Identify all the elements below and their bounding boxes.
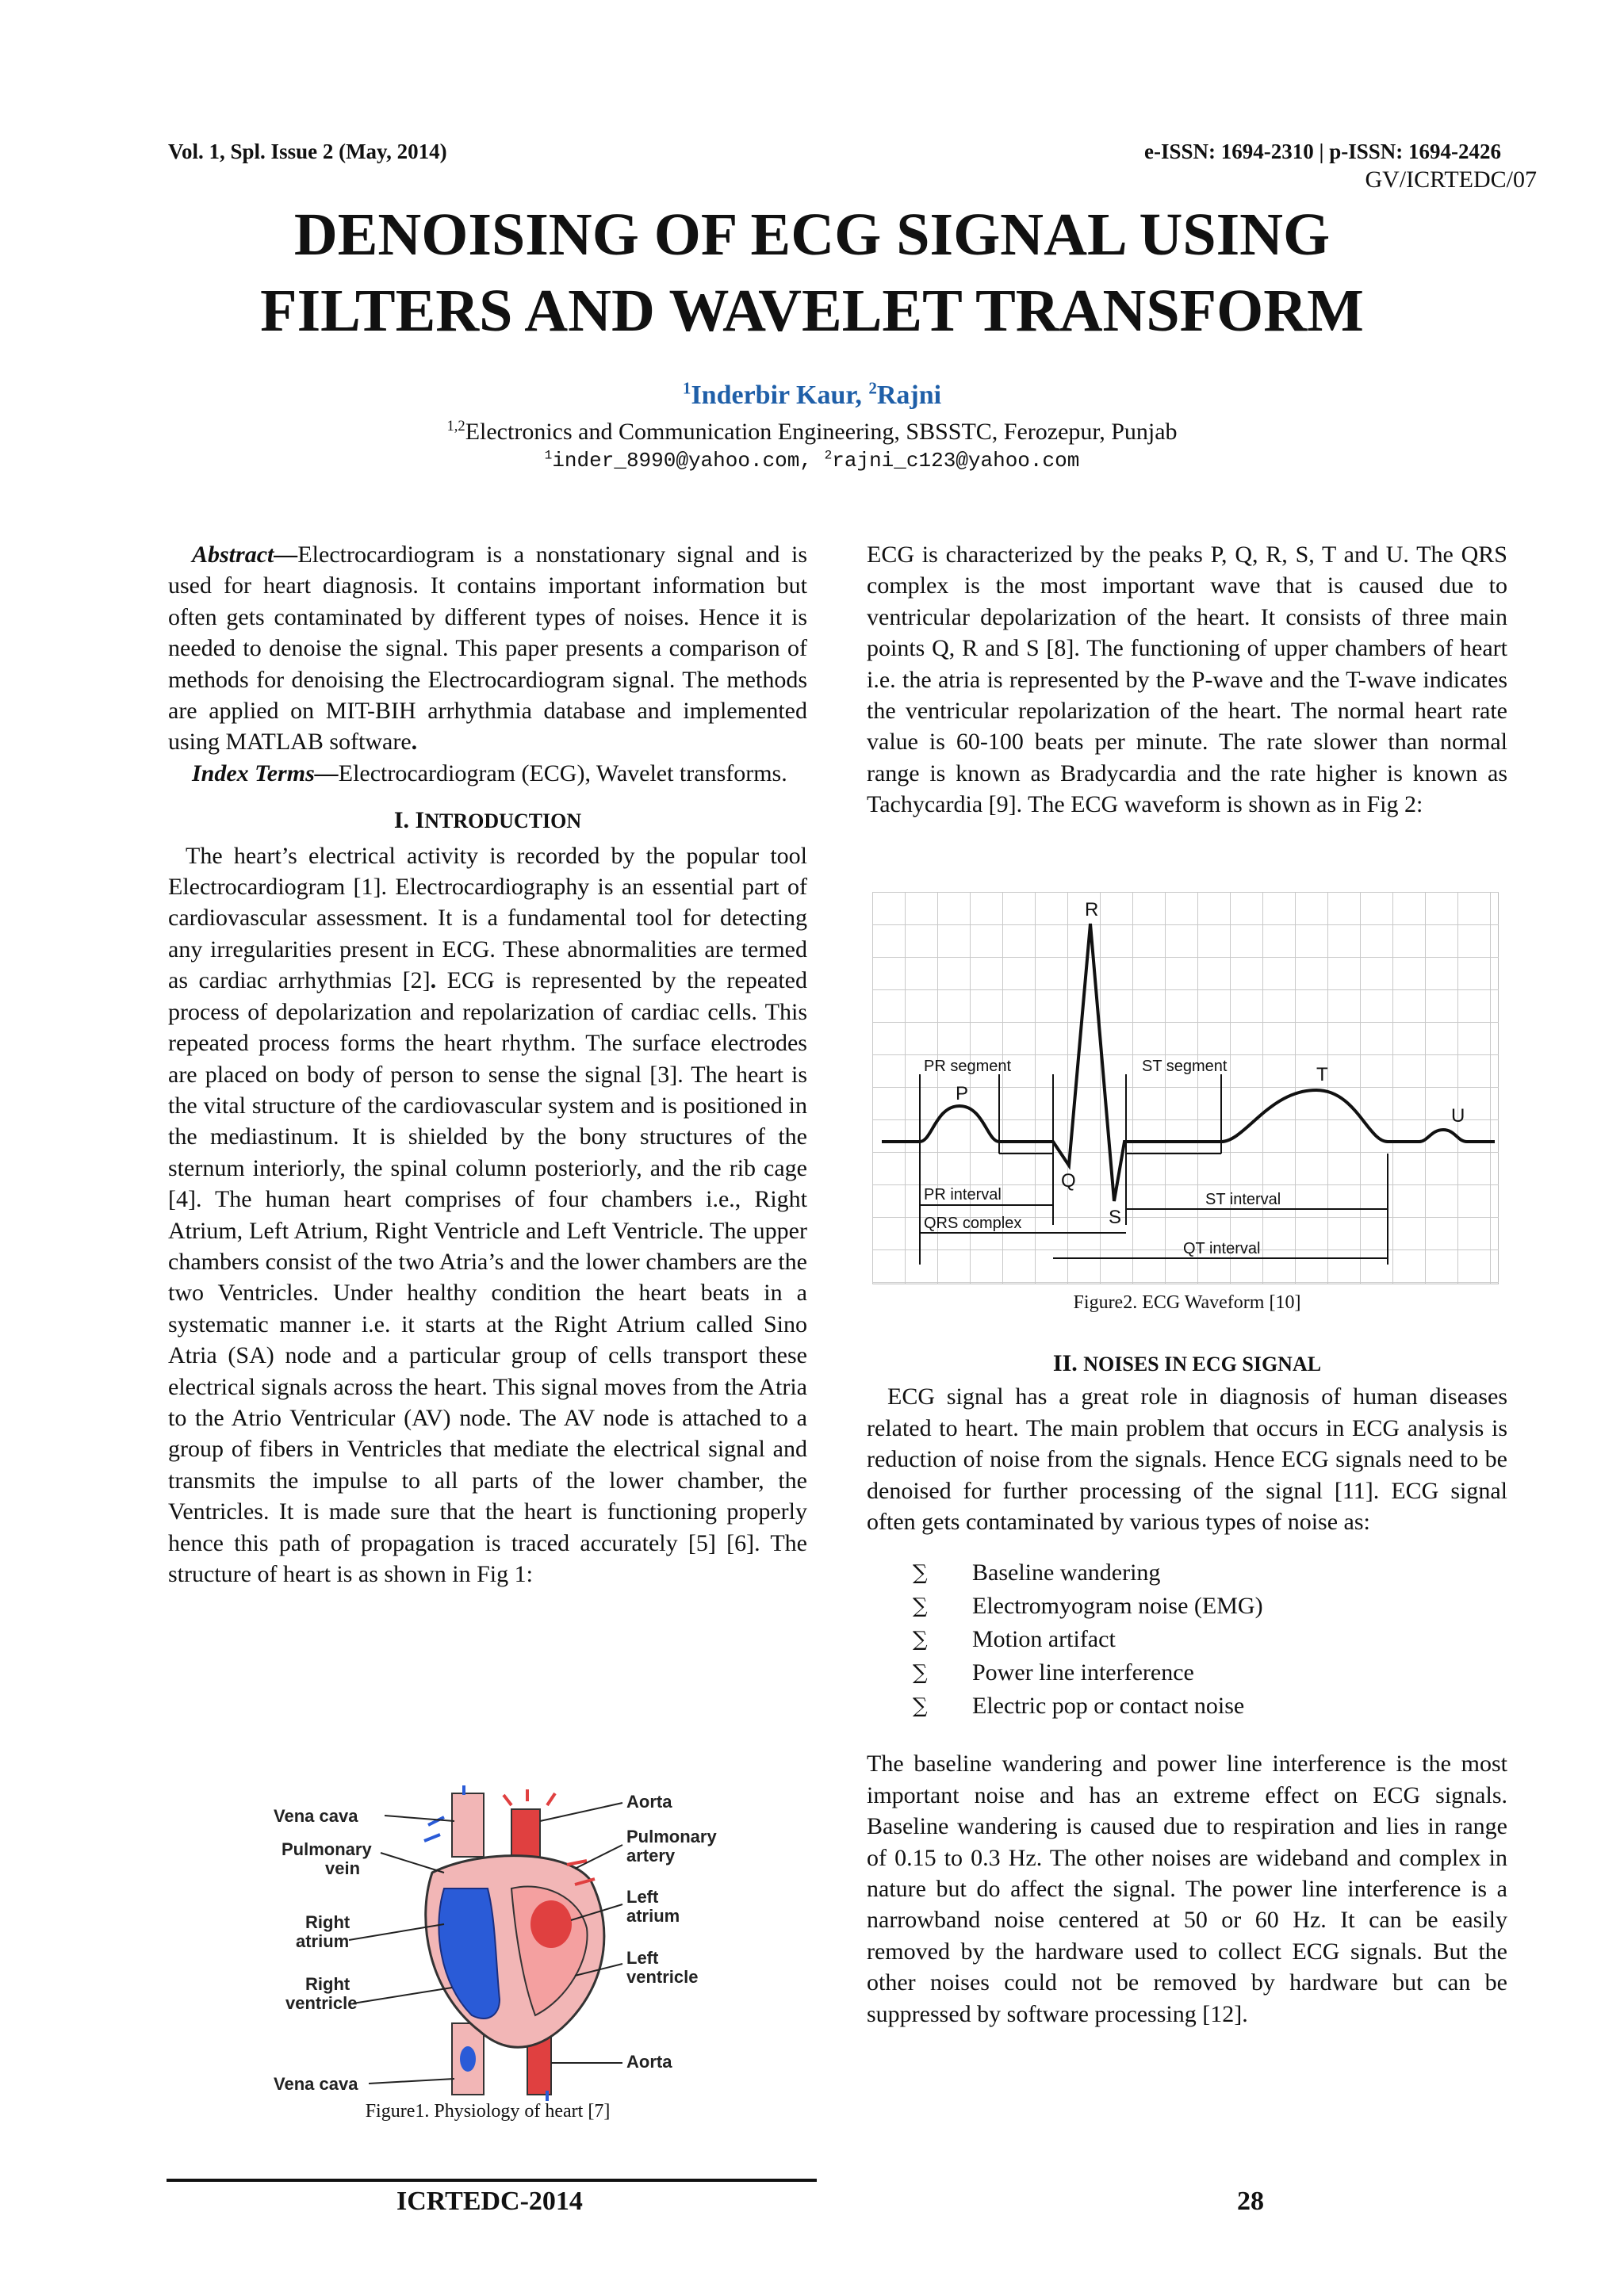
figure2-caption: Figure2. ECG Waveform [10] xyxy=(1073,1292,1301,1313)
paper-title-line2: FILTERS AND WAVELET TRANSFORM xyxy=(260,277,1364,344)
ivc-flow xyxy=(460,2046,476,2072)
label-left-ventricle-1: Left xyxy=(626,1948,659,1968)
heart-diagram xyxy=(274,1785,733,2103)
issn: e-ISSN: 1694-2310 | p-ISSN: 1694-2426 xyxy=(1144,140,1501,163)
bullet-icon: ∑ xyxy=(913,1594,928,1619)
authors: $^1$Inderbir Kaur, $^2$Rajni xyxy=(682,378,942,410)
right-chambers xyxy=(439,1888,500,2019)
ecg-label-qt-interval: QT interval xyxy=(1183,1240,1261,1257)
label-vena-cava-bottom: Vena cava xyxy=(274,2074,358,2094)
label-aorta-bottom: Aorta xyxy=(626,2052,672,2072)
ecg-waveform-figure xyxy=(872,892,1499,1284)
noises-paragraph: ECG signal has a great role in diagnosis of human diseases related to heart. The main problem that occurs in ECG analysis is reduction of noise from the signals. Hence ECG signals need to be denoised for further processing of the signal [11]. ECG signal often gets contaminated by various types of noise as: xyxy=(867,1383,1507,1536)
label-pulmonary-artery-2: artery xyxy=(626,1846,676,1866)
paper-title-line1: DENOISING OF ECG SIGNAL USING xyxy=(293,201,1331,268)
label-left-atrium-2: atrium xyxy=(626,1906,680,1926)
ecg-label-R: R xyxy=(1085,899,1099,920)
email-1[interactable]: inder_8990@yahoo.com, xyxy=(552,449,825,473)
label-right-ventricle-1: Right xyxy=(305,1974,350,1994)
index-terms: Index Terms—Electrocardiogram (ECG), Wavelet transforms. xyxy=(192,760,787,786)
label-pulmonary-vein-1: Pulmonary xyxy=(282,1839,372,1859)
list-item: ∑ Electric pop or contact noise xyxy=(867,1689,1507,1723)
bullet-icon: ∑ xyxy=(913,1661,928,1686)
ecg-label-qrs-complex: QRS complex xyxy=(924,1215,1022,1232)
email-2[interactable]: rajni_c123@yahoo.com xyxy=(832,449,1080,473)
ecg-label-S: S xyxy=(1109,1207,1122,1228)
ecg-label-Q: Q xyxy=(1061,1170,1076,1192)
label-left-ventricle-2: ventricle xyxy=(626,1967,699,1987)
paper-code: GV/ICRTEDC/07 xyxy=(1365,166,1537,193)
label-pulmonary-artery-1: Pulmonary xyxy=(626,1827,717,1846)
left-atrium-region xyxy=(530,1900,572,1948)
label-left-atrium-1: Left xyxy=(626,1887,659,1907)
left-column xyxy=(168,539,807,1590)
bullet-icon: ∑ xyxy=(913,1561,928,1586)
label-aorta-top: Aorta xyxy=(626,1792,672,1812)
label-vena-cava-top: Vena cava xyxy=(274,1806,358,1826)
ecg-paragraph: ECG is characterized by the peaks P, Q, R, S, T and U. The QRS complex is the most important wave that is caused due to ventricular depolarization of the heart. It consists of three main points Q, R and S [8]. The functioning of upper chambers of heart i.e. the atria is represented by the P-wave and the T-wave indicates the ventricular repolarization of the heart. The normal heart rate value is 60-100 beats per minute. The rate slower than normal range is known as Bradycardia and the rate higher is known as Tachycardia [9]. The ECG waveform is shown as in Fig 2: xyxy=(867,541,1507,818)
footer-conference: ICRTEDC-2014 xyxy=(396,2187,583,2216)
ecg-label-pr-interval: PR interval xyxy=(924,1186,1002,1203)
ecg-label-T: T xyxy=(1316,1064,1328,1085)
right-column-top xyxy=(867,539,1507,821)
noise-list xyxy=(867,1556,1507,1723)
list-item: ∑ Electromyogram noise (EMG) xyxy=(867,1590,1507,1623)
section-heading-introduction: I. INTRODUCTION xyxy=(393,807,582,834)
list-item: ∑ Baseline wandering xyxy=(867,1556,1507,1590)
label-right-ventricle-2: ventricle xyxy=(285,1993,358,2013)
emails: $^1$inder_8990@yahoo.com, $^2$rajni_c123@yahoo.com xyxy=(544,448,1080,473)
bullet-icon: ∑ xyxy=(913,1628,928,1652)
intro-paragraph: The heart’s electrical activity is recorded by the popular tool Electrocardiogram [1]. Electrocardiography is an essential part of cardiovascular assessment. It is a fundamental tool for detecting any irregularities present in ECG. These abnormalities are termed as cardiac arrhythmias [2]. ECG is represented by the repeated process of depolarization and repolarization of cardiac cells. This repeated process forms the heart rhythm. The surface electrodes are placed on body of person to sense the signal [3]. The heart is the vital structure of the cardiovascular system and is positioned in the mediastinum. It is shielded by the bony structures of the sternum interiorly, the spinal column posteriorly, and the rib cage [4]. The human heart comprises of four chambers i.e., Right Atrium, Left Atrium, Right Ventricle and Left Ventricle. The upper chambers consist of the two Atria’s and the lower chambers are the two Ventricles. Under healthy condition the heart beats in a systematic manner i.e. it starts at the Right Atrium called Sino Atria (SA) node and a particular group of cells transport these electrical signals across the heart. This signal moves from the Atria to the Atrio Ventricular (AV) node. The AV node is attached to a group of fibers in Ventricles that mediate the electrical signal and transmits the impulse to all parts of the lower chamber, the Ventricles. It is made sure that the heart is functioning properly hence this path of propagation is traced accurately [5] [6]. The structure of heart is as shown in Fig 1: xyxy=(168,842,807,1587)
ecg-label-pr-segment: PR segment xyxy=(924,1058,1012,1075)
affiliation: $^{1,2}$Electronics and Communication Engineering, SBSSTC, Ferozepur, Punjab xyxy=(446,418,1178,445)
page-number: 28 xyxy=(1237,2187,1264,2216)
list-item: ∑ Power line interference xyxy=(867,1656,1507,1689)
section-heading-noises: II. NOISES IN ECG SIGNAL xyxy=(1052,1350,1322,1376)
right-column-bottom xyxy=(867,1348,1507,2030)
list-item: ∑ Motion artifact xyxy=(867,1623,1507,1656)
figure1-caption: Figure1. Physiology of heart [7] xyxy=(365,2101,611,2122)
footer-rule xyxy=(167,2179,817,2182)
flow-arrows-top xyxy=(504,1789,555,1805)
author-2: Rajni xyxy=(876,381,942,410)
label-right-atrium-1: Right xyxy=(305,1912,350,1932)
ecg-label-P: P xyxy=(956,1083,969,1104)
noise-detail-paragraph: The baseline wandering and power line interference is the most important noise and has an extreme effect on ECG signals. Baseline wandering is caused due to respiration and lies in range of 0.15 to 0.3 Hz. The other noises are wideband and complex in nature but do affect the signal. The power line interference is a narrowband noise centered at 50 or 60 Hz. It can be easily removed by the hardware used to collect ECG signals. But the other noises could not be removed by hardware but can be suppressed by software processing [12]. xyxy=(867,1751,1507,2027)
label-right-atrium-2: atrium xyxy=(296,1931,350,1951)
journal-volume: Vol. 1, Spl. Issue 2 (May, 2014) xyxy=(168,140,447,163)
superior-vena-cava xyxy=(452,1793,484,1857)
ecg-label-st-interval: ST interval xyxy=(1205,1191,1281,1208)
bullet-icon: ∑ xyxy=(913,1694,928,1719)
ecg-label-st-segment: ST segment xyxy=(1142,1058,1228,1075)
ecg-label-U: U xyxy=(1451,1105,1465,1127)
author-1: Inderbir Kaur, xyxy=(691,381,869,410)
label-pulmonary-vein-2: vein xyxy=(325,1858,361,1878)
abstract: Abstract—Electrocardiogram is a nonstationary signal and is used for heart diagnosis. It contains important information but often gets contaminated by different types of noises. Hence it is needed to denoise the signal. This paper presents a comparison of methods for denoising the Electrocardiogram signal. The methods are applied on MIT-BIH arrhythmia database and implemented using MATLAB software. xyxy=(168,541,807,756)
